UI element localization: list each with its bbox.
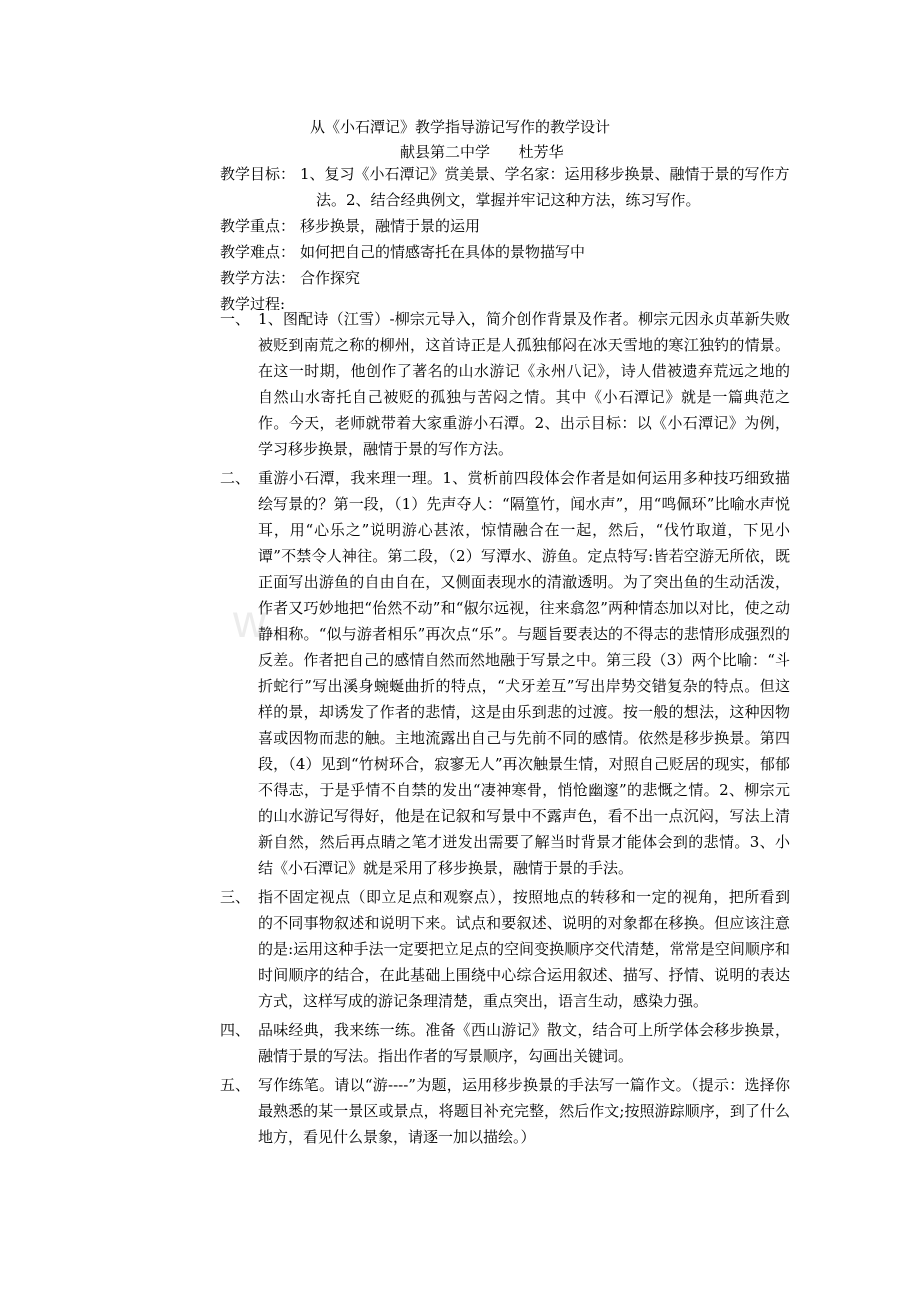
method-row	[220, 265, 790, 291]
goal-label: 教学目标：	[220, 165, 296, 183]
section-number: 四、	[220, 1021, 251, 1039]
section-text: 品味经典，我来练一练。准备《西山游记》散文，结合可上所学体会移步换景，融情于景的写法。指出作者的写景顺序，勾画出关键词。	[258, 1021, 790, 1065]
section-number: 一、	[220, 310, 251, 328]
section-text: 重游小石潭，我来理一理。1、赏析前四段体会作者是如何运用多种技巧细致描绘写景的？第一段，（1）先声夺人：“隔篁竹，闻水声”，用“鸣佩环”比喻水声悦耳，用“心乐之”说明游心甚浓，惊情融合在一起，然后，“伐竹取道，下见小谭”不禁令人神往。第二段，（2）写潭水、游鱼。定点特写:皆若空游无所依，既正面写出游鱼的自由自在，又侧面表现水的清澈透明。为了突出鱼的生动活泼，作者又巧妙地把“佁然不动”和“俶尔远视，往来翕忽”两种情态加以对比，使之动静相称。“似与游者相乐”再次点“乐”。与题旨要表达的不得志的悲情形成强烈的反差。作者把自己的感情自然而然地融于写景之中。第三段（3）两个比喻：“斗折蛇行”写出溪身蜿蜒曲折的特点，“犬牙差互”写出岸势交错复杂的特点。但这样的景，却诱发了作者的悲情，这是由乐到悲的过渡。按一般的想法，这种因物喜或因物而悲的触。主地流露出自己与先前不同的感情。依然是移步换景。第四段，（4）见到“竹树环合，寂寥无人”再次触景生情，对照自己贬居的现实，郁郁不得志，于是乎情不自禁的发出“凄神寒骨，悄怆幽邃”的悲慨之情。2、柳宗元的山水游记写得好，他是在记叙和写景中不露声色，看不出一点沉闷，写法上清新自然，然后再点睛之笔才迸发出需要了解当时背景才能体会到的悲情。3、小结《小石潭记》就是采用了移步换景，融情于景的手法。	[258, 469, 790, 877]
section-1	[220, 306, 790, 462]
section-text: 1、图配诗（江雪）-柳宗元导入，简介创作背景及作者。柳宗元因永贞革新失败被贬到南荒之称的柳州，这首诗正是人孤独郁闷在冰天雪地的寒江独钓的情景。在这一时期，他创作了著名的山水游记《永州八记》，诗人借被遗弃荒远之地的自然山水寄托自己被贬的孤独与苦闷之情。其中《小石潭记》就是一篇典范之作。今天，老师就带着大家重游小石潭。2、出示目标：以《小石潭记》为例，学习移步换景，融情于景的写作方法。	[258, 310, 790, 458]
key-point-row	[220, 213, 790, 239]
document-title: 从《小石潭记》教学指导游记写作的教学设计	[309, 118, 610, 136]
method-label: 教学方法：	[220, 269, 296, 287]
difficulty-label: 教学难点：	[220, 243, 296, 261]
section-2	[220, 465, 790, 881]
section-text: 指不固定视点（即立足点和观察点），按照地点的转移和一定的视角，把所看到的不同事物叙述和说明下来。试点和要叙述、说明的对象都在移换。但应该注意的是:运用这种手法一定要把立足点的空间变换顺序交代清楚，常常是空间顺序和时间顺序的结合，在此基础上围绕中心综合运用叙述、描写、抒情、说明的表达方式，这样写成的游记条理清楚，重点突出，语言生动，感染力强。	[258, 888, 790, 1010]
section-number: 二、	[220, 469, 251, 487]
key-point-text: 移步换景，融情于景的运用	[300, 217, 481, 235]
author-line: 献县第二中学 杜芳华	[400, 143, 564, 161]
watermark: w	[233, 595, 269, 647]
goal-text: 1、复习《小石潭记》赏美景、学名家：运用移步换景、融情于景的写作方法。2、结合经典例文，掌握并牢记这种方法，练习写作。	[300, 165, 790, 209]
section-4	[220, 1017, 790, 1069]
difficulty-row	[220, 239, 790, 265]
section-5	[220, 1072, 790, 1150]
section-3	[220, 884, 790, 1014]
section-number: 三、	[220, 888, 251, 906]
lesson-meta	[220, 161, 790, 317]
process-label: 教学过程:	[220, 295, 286, 313]
method-text: 合作探究	[300, 269, 361, 287]
difficulty-text: 如何把自己的情感寄托在具体的景物描写中	[300, 243, 586, 261]
key-point-label: 教学重点：	[220, 217, 296, 235]
section-text: 写作练笔。请以“游----”为题，运用移步换景的手法写一篇作文。（提示：选择你最熟悉的某一景区或景点，将题目补充完整，然后作文;按照游踪顺序，到了什么地方，看见什么景象，请逐一加以描绘。）	[258, 1076, 790, 1146]
process-sections	[220, 306, 790, 1153]
section-number: 五、	[220, 1076, 251, 1094]
goal-row	[220, 161, 790, 213]
